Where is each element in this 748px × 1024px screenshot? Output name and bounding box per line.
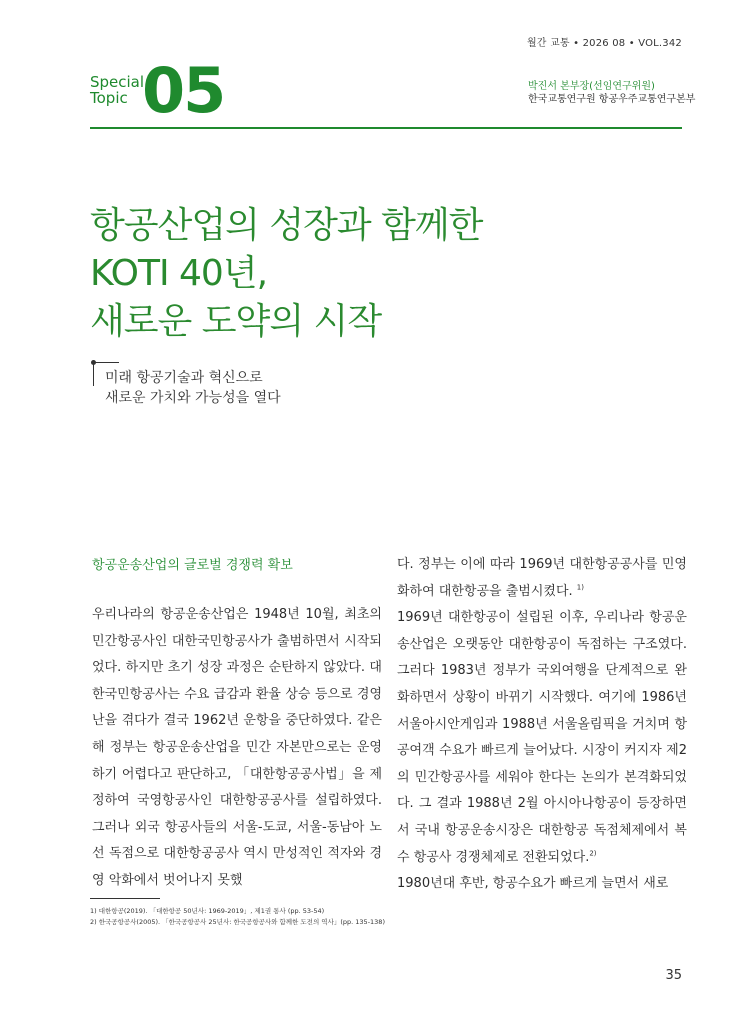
- title-line-1: 항공산업의 성장과 함께한: [90, 205, 483, 246]
- subtitle-rule: [93, 362, 119, 363]
- article-subtitle: [105, 368, 281, 408]
- footnote-ref: 1): [576, 583, 584, 592]
- body-paragraph: 우리나라의 항공운송산업은 1948년 10월, 최초의 민간항공사인 대한국민항공사가 출범하면서 시작되었다. 하지만 초기 성장 과정은 순탄하지 않았다. 대한국민항공사는 수요 급감과 환율 상승 등으로 경영난을 겪다가 결국 1962년 운항을 중단하였다. 같은 해 정부는 항공운송산업을 민간 자본만으로는 운영하기 어렵다고 판단하고, 「대한항공공사법」을 제정하여 국영항공사인 대한항공공사를 설립하였다. 그러나 외국 항공사들의 서울-도쿄, 서울-동남아 노선 독점으로 대한항공공사 역시 만성적인 적자와 경영 악화에서 벗어나지 못했: [92, 607, 382, 888]
- body-column-right: [397, 552, 687, 898]
- body-paragraph: [397, 552, 687, 605]
- paragraph-text: 다. 정부는 이에 따라 1969년 대한항공공사를 민영화하여 대한항공을 출범시켰다.: [397, 557, 687, 599]
- footnote-ref: 2): [589, 849, 597, 858]
- topic-number: 05: [142, 54, 225, 127]
- body-paragraph: 1980년대 후반, 항공수요가 빠르게 늘면서 새로: [397, 876, 669, 892]
- author-organization: 한국교통연구원 항공우주교통연구본부: [528, 94, 696, 105]
- page-number: 35: [665, 968, 682, 983]
- header-divider: [90, 127, 682, 129]
- subtitle-bar: [93, 364, 94, 386]
- section-heading: 항공운송산업의 글로벌 경쟁력 확보: [92, 558, 293, 573]
- footnotes: [90, 906, 385, 928]
- subtitle-line-2: 새로운 가치와 가능성을 열다: [105, 390, 281, 406]
- subtitle-line-1: 미래 항공기술과 혁신으로: [105, 370, 263, 386]
- special-label: Special: [90, 73, 145, 91]
- special-topic-label: [90, 74, 144, 106]
- author-name: 박진서 본부장(선임연구위원): [528, 81, 655, 92]
- article-title: [90, 202, 482, 346]
- body-column-left: [92, 552, 382, 895]
- body-paragraph: [397, 605, 687, 871]
- title-line-2: KOTI 40년,: [90, 253, 268, 294]
- paragraph-text: 1969년 대한항공이 설립된 이후, 우리나라 항공운송산업은 오랫동안 대한항공이 독점하는 구조였다. 그러다 1983년 정부가 국외여행을 단계적으로 완화하면서 상황이 바뀌기 시작했다. 여기에 1986년 서울아시안게임과 1988년 서울올림픽을 거치며 항공여객 수요가 빠르게 늘어났다. 시장이 커지자 제2의 민간항공사를 세워야 한다는 논의가 본격화되었다. 그 결과 1988년 2월 아시아나항공이 등장하면서 국내 항공운송시장은 대한항공 독점체제에서 복수 항공사 경쟁체제로 전환되었다.: [397, 610, 687, 865]
- footnote-1: 1) 대한항공(2019). 「대한항공 50년사: 1969-2019」, 제1권 통사 (pp. 53-54): [90, 907, 325, 915]
- author-block: [528, 80, 695, 106]
- title-line-3: 새로운 도약의 시작: [90, 301, 382, 342]
- footnote-2: 2) 한국공항공사(2005). 「한국공항공사 25년사: 한국공항공사와 함께한 도전의 역사」(pp. 135-138): [90, 918, 385, 926]
- footnote-divider: [90, 898, 160, 899]
- topic-label: Topic: [90, 89, 128, 107]
- masthead: 월간 교통 • 2026 08 • VOL.342: [526, 38, 682, 49]
